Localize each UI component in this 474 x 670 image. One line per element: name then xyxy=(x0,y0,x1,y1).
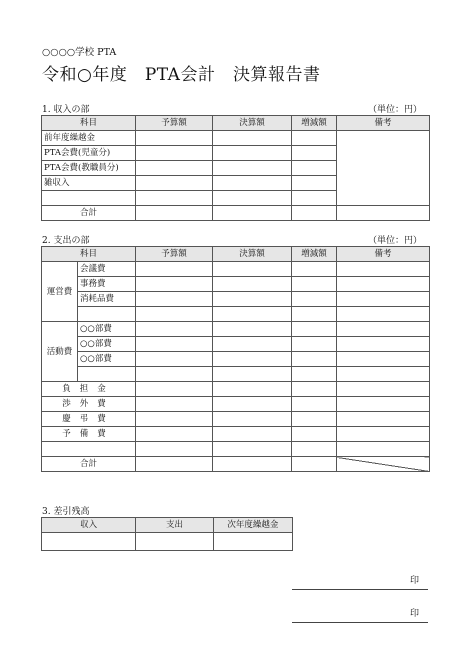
table-row xyxy=(42,292,430,307)
expense-item-label xyxy=(78,367,136,382)
expense-cell[interactable] xyxy=(337,292,430,307)
income-col-subject: 科目 xyxy=(42,116,136,131)
expense-cell[interactable] xyxy=(337,337,430,352)
income-row-label: PTA会費(児童分) xyxy=(42,146,136,161)
table-row xyxy=(42,352,430,367)
expense-single-label: 予備費 xyxy=(42,427,136,442)
income-heading: 1. 収入の部 xyxy=(42,105,90,115)
income-row-label: 前年度繰越金 xyxy=(42,131,136,146)
table-row xyxy=(42,533,293,551)
expense-item-label: ○○部費 xyxy=(78,322,136,337)
expense-cell[interactable] xyxy=(136,322,213,337)
expense-item-label: ○○部費 xyxy=(78,337,136,352)
income-col-remarks: 備考 xyxy=(337,116,430,131)
seal-mark-1: 印 xyxy=(410,576,420,586)
expense-cell[interactable] xyxy=(337,397,430,412)
signature-line-2[interactable] xyxy=(292,622,428,623)
balance-cell[interactable] xyxy=(42,533,136,551)
expense-cell[interactable] xyxy=(136,442,213,457)
table-row xyxy=(42,442,430,457)
expense-item-label: 事務費 xyxy=(78,277,136,292)
income-remarks-cell[interactable] xyxy=(337,131,430,206)
income-unit: （単位：円） xyxy=(368,105,423,115)
expense-item-label: 会議費 xyxy=(78,262,136,277)
table-row xyxy=(42,307,430,322)
income-cell[interactable] xyxy=(213,191,292,206)
expense-cell[interactable] xyxy=(337,427,430,442)
expense-header-row xyxy=(42,247,430,262)
table-row xyxy=(42,322,430,337)
table-row xyxy=(42,412,430,427)
expense-cell[interactable] xyxy=(292,307,337,322)
expense-single-label: 渉外費 xyxy=(42,397,136,412)
expense-cell[interactable] xyxy=(337,262,430,277)
income-cell[interactable] xyxy=(292,146,337,161)
income-cell[interactable] xyxy=(213,176,292,191)
income-cell[interactable] xyxy=(292,161,337,176)
expense-cell[interactable] xyxy=(213,367,292,382)
income-cell[interactable] xyxy=(213,146,292,161)
expense-cell[interactable] xyxy=(213,412,292,427)
income-cell[interactable] xyxy=(136,131,213,146)
table-row xyxy=(42,367,430,382)
expense-cell[interactable] xyxy=(337,442,430,457)
expense-cell[interactable] xyxy=(292,262,337,277)
table-row xyxy=(42,262,430,277)
expense-total-remarks[interactable] xyxy=(337,457,430,472)
balance-col-expense: 支出 xyxy=(136,518,213,533)
table-row xyxy=(42,427,430,442)
balance-header-row xyxy=(42,518,293,533)
expense-cell[interactable] xyxy=(136,337,213,352)
table-row xyxy=(42,277,430,292)
table-row xyxy=(42,382,430,397)
income-total-label: 合計 xyxy=(42,206,136,221)
expense-cell[interactable] xyxy=(292,397,337,412)
expense-total-cell[interactable] xyxy=(213,457,292,472)
income-table xyxy=(41,115,430,221)
expense-cell[interactable] xyxy=(337,322,430,337)
income-header-row xyxy=(42,116,430,131)
balance-heading: 3. 差引残高 xyxy=(42,507,90,517)
expense-col-subject: 科目 xyxy=(42,247,136,262)
expense-cell[interactable] xyxy=(136,397,213,412)
expense-cell[interactable] xyxy=(337,352,430,367)
expense-col-actual: 決算額 xyxy=(213,247,292,262)
income-cell[interactable] xyxy=(136,161,213,176)
income-cell[interactable] xyxy=(136,191,213,206)
income-cell[interactable] xyxy=(292,176,337,191)
expense-cell[interactable] xyxy=(337,307,430,322)
income-cell[interactable] xyxy=(136,176,213,191)
expense-cell[interactable] xyxy=(136,412,213,427)
expense-cell[interactable] xyxy=(136,382,213,397)
expense-cell[interactable] xyxy=(292,367,337,382)
expense-cell[interactable] xyxy=(292,352,337,367)
expense-cell[interactable] xyxy=(292,322,337,337)
expense-cell[interactable] xyxy=(136,262,213,277)
balance-table xyxy=(41,517,293,551)
expense-single-label xyxy=(42,442,136,457)
expense-cell[interactable] xyxy=(292,427,337,442)
expense-col-diff: 増減額 xyxy=(292,247,337,262)
expense-item-label: 消耗品費 xyxy=(78,292,136,307)
income-cell[interactable] xyxy=(136,146,213,161)
expense-cell[interactable] xyxy=(337,277,430,292)
expense-group-label: 運営費 xyxy=(42,262,78,322)
expense-cell[interactable] xyxy=(213,442,292,457)
expense-total-label: 合計 xyxy=(42,457,136,472)
income-total-cell[interactable] xyxy=(337,206,430,221)
table-row xyxy=(42,131,430,146)
income-total-cell[interactable] xyxy=(292,206,337,221)
document-title: 令和○年度 PTA会計 決算報告書 xyxy=(42,65,321,85)
school-name: ○○○○学校 PTA xyxy=(42,47,117,58)
table-row xyxy=(42,397,430,412)
table-row xyxy=(42,337,430,352)
expense-table xyxy=(41,246,430,472)
income-col-diff: 増減額 xyxy=(292,116,337,131)
expense-cell[interactable] xyxy=(213,292,292,307)
expense-cell[interactable] xyxy=(213,337,292,352)
income-total-row xyxy=(42,206,430,221)
income-row-label xyxy=(42,191,136,206)
income-col-budget: 予算額 xyxy=(136,116,213,131)
expense-cell[interactable] xyxy=(337,382,430,397)
income-cell[interactable] xyxy=(292,191,337,206)
expense-single-label: 慶弔費 xyxy=(42,412,136,427)
expense-cell[interactable] xyxy=(136,427,213,442)
expense-cell[interactable] xyxy=(292,442,337,457)
expense-cell[interactable] xyxy=(292,412,337,427)
expense-cell[interactable] xyxy=(292,382,337,397)
balance-col-carryover: 次年度繰越金 xyxy=(213,518,292,533)
expense-cell[interactable] xyxy=(337,412,430,427)
income-row-label: PTA会費(教職員分) xyxy=(42,161,136,176)
income-cell[interactable] xyxy=(292,131,337,146)
expense-cell[interactable] xyxy=(213,352,292,367)
income-cell[interactable] xyxy=(213,131,292,146)
expense-cell[interactable] xyxy=(292,292,337,307)
balance-cell[interactable] xyxy=(136,533,213,551)
expense-cell[interactable] xyxy=(213,322,292,337)
seal-mark-2: 印 xyxy=(410,609,420,619)
expense-group-label: 活動費 xyxy=(42,322,78,382)
expense-col-remarks: 備考 xyxy=(337,247,430,262)
income-cell[interactable] xyxy=(213,161,292,176)
income-col-actual: 決算額 xyxy=(213,116,292,131)
expense-total-cell[interactable] xyxy=(292,457,337,472)
expense-col-budget: 予算額 xyxy=(136,247,213,262)
expense-cell[interactable] xyxy=(136,292,213,307)
expense-cell[interactable] xyxy=(292,337,337,352)
expense-cell[interactable] xyxy=(136,367,213,382)
expense-total-cell[interactable] xyxy=(136,457,213,472)
expense-cell[interactable] xyxy=(213,307,292,322)
expense-unit: （単位：円） xyxy=(368,236,423,246)
expense-cell[interactable] xyxy=(213,382,292,397)
signature-line-1[interactable] xyxy=(292,589,428,590)
expense-cell[interactable] xyxy=(136,352,213,367)
expense-total-row xyxy=(42,457,430,472)
expense-heading: 2. 支出の部 xyxy=(42,236,90,246)
expense-cell[interactable] xyxy=(213,262,292,277)
income-total-cell[interactable] xyxy=(136,206,213,221)
expense-item-label: ○○部費 xyxy=(78,352,136,367)
expense-cell[interactable] xyxy=(337,367,430,382)
expense-cell[interactable] xyxy=(213,277,292,292)
expense-item-label xyxy=(78,307,136,322)
expense-cell[interactable] xyxy=(136,277,213,292)
expense-cell[interactable] xyxy=(213,397,292,412)
expense-single-label: 負担金 xyxy=(42,382,136,397)
expense-cell[interactable] xyxy=(213,427,292,442)
expense-cell[interactable] xyxy=(136,307,213,322)
balance-col-income: 収入 xyxy=(42,518,136,533)
expense-cell[interactable] xyxy=(292,277,337,292)
income-total-cell[interactable] xyxy=(213,206,292,221)
income-row-label: 雑収入 xyxy=(42,176,136,191)
balance-cell[interactable] xyxy=(213,533,292,551)
